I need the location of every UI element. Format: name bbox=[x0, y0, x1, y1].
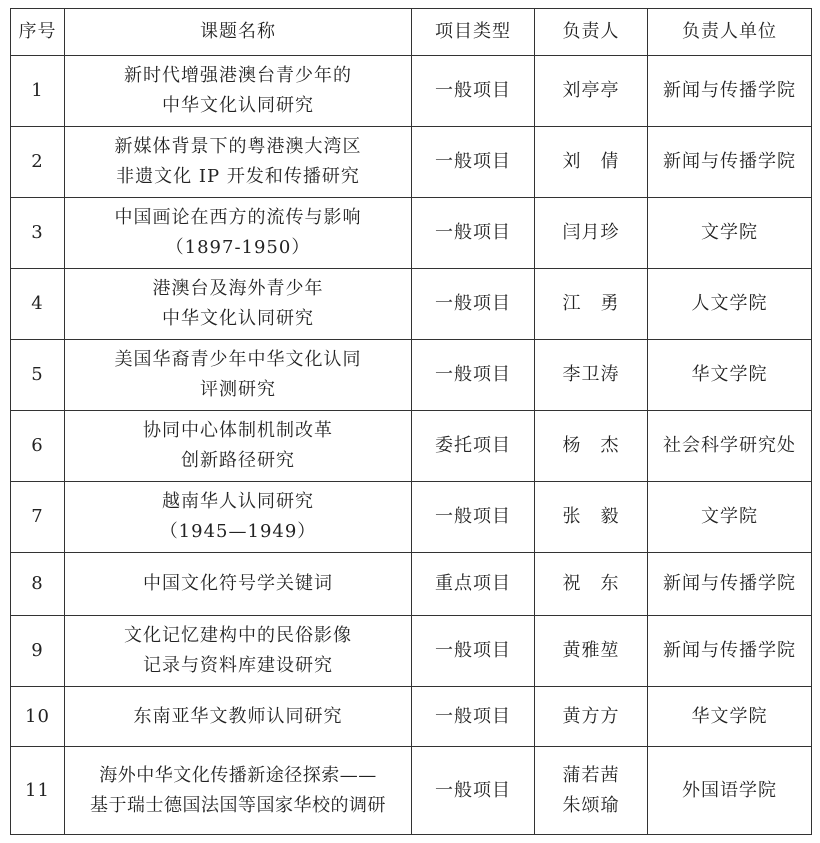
header-unit: 负责人单位 bbox=[648, 9, 812, 56]
title-line: 基于瑞士德国法国等国家华校的调研 bbox=[90, 794, 386, 816]
head-name: 江 勇 bbox=[562, 293, 620, 314]
title-line: 评测研究 bbox=[200, 379, 276, 400]
row-type: 一般项目 bbox=[412, 269, 535, 340]
head-name: 闫月珍 bbox=[562, 222, 620, 243]
table-row bbox=[11, 747, 812, 835]
row-index: 8 bbox=[11, 553, 65, 616]
title-line: 新媒体背景下的粤港澳大湾区 bbox=[114, 136, 362, 157]
table-row bbox=[11, 482, 812, 553]
table-row bbox=[11, 340, 812, 411]
head-name: 刘亭亭 bbox=[562, 80, 620, 101]
row-title bbox=[65, 687, 412, 747]
row-index: 6 bbox=[11, 411, 65, 482]
row-unit: 文学院 bbox=[648, 198, 812, 269]
title-line: 记录与资料库建设研究 bbox=[143, 655, 333, 676]
header-head: 负责人 bbox=[535, 9, 648, 56]
row-index: 11 bbox=[11, 747, 65, 835]
row-title bbox=[65, 411, 412, 482]
row-head bbox=[535, 411, 648, 482]
row-unit: 华文学院 bbox=[648, 687, 812, 747]
row-type: 一般项目 bbox=[412, 127, 535, 198]
row-unit: 外国语学院 bbox=[648, 747, 812, 835]
title-line: 中国文化符号学关键词 bbox=[143, 573, 333, 594]
row-unit: 人文学院 bbox=[648, 269, 812, 340]
title-line: 东南亚华文教师认同研究 bbox=[133, 705, 343, 727]
row-head bbox=[535, 127, 648, 198]
head-name: 祝 东 bbox=[562, 573, 620, 594]
header-index: 序号 bbox=[11, 9, 65, 56]
row-title bbox=[65, 56, 412, 127]
row-type: 委托项目 bbox=[412, 411, 535, 482]
row-head bbox=[535, 482, 648, 553]
title-line: 文化记忆建构中的民俗影像 bbox=[124, 625, 352, 646]
header-type: 项目类型 bbox=[412, 9, 535, 56]
row-title bbox=[65, 482, 412, 553]
head-name: 蒲若茜 bbox=[562, 764, 620, 786]
table-row bbox=[11, 127, 812, 198]
row-title bbox=[65, 127, 412, 198]
row-index: 5 bbox=[11, 340, 65, 411]
table-row bbox=[11, 198, 812, 269]
row-type: 一般项目 bbox=[412, 747, 535, 835]
title-line: （1945—1949） bbox=[159, 521, 317, 542]
table-row bbox=[11, 269, 812, 340]
row-title bbox=[65, 198, 412, 269]
row-title bbox=[65, 553, 412, 616]
head-name: 杨 杰 bbox=[562, 435, 620, 456]
head-name: 张 毅 bbox=[562, 506, 620, 527]
title-line: 美国华裔青少年中华文化认同 bbox=[114, 349, 362, 370]
row-title bbox=[65, 269, 412, 340]
title-line: 海外中华文化传播新途径探索—— bbox=[99, 764, 377, 786]
table-row bbox=[11, 687, 812, 747]
title-line: 中华文化认同研究 bbox=[162, 308, 314, 329]
title-line: 越南华人认同研究 bbox=[162, 491, 314, 512]
head-name: 刘 倩 bbox=[562, 151, 620, 172]
row-unit: 新闻与传播学院 bbox=[648, 553, 812, 616]
title-line: 非遗文化 IP 开发和传播研究 bbox=[116, 166, 360, 187]
row-head bbox=[535, 553, 648, 616]
head-name: 朱颂瑜 bbox=[562, 794, 620, 816]
row-unit: 新闻与传播学院 bbox=[648, 616, 812, 687]
title-line: 港澳台及海外青少年 bbox=[152, 278, 324, 299]
row-unit: 新闻与传播学院 bbox=[648, 56, 812, 127]
title-line: 中华文化认同研究 bbox=[162, 95, 314, 116]
row-head bbox=[535, 747, 648, 835]
row-index: 1 bbox=[11, 56, 65, 127]
row-head bbox=[535, 269, 648, 340]
head-name: 李卫涛 bbox=[562, 364, 620, 385]
head-name: 黄雅堃 bbox=[562, 640, 620, 661]
title-line: （1897-1950） bbox=[165, 237, 311, 258]
row-index: 10 bbox=[11, 687, 65, 747]
row-unit: 华文学院 bbox=[648, 340, 812, 411]
project-table bbox=[10, 8, 812, 835]
table-row bbox=[11, 616, 812, 687]
row-index: 9 bbox=[11, 616, 65, 687]
table-row bbox=[11, 411, 812, 482]
row-type: 一般项目 bbox=[412, 56, 535, 127]
row-type: 一般项目 bbox=[412, 198, 535, 269]
row-unit: 社会科学研究处 bbox=[648, 411, 812, 482]
title-line: 创新路径研究 bbox=[181, 450, 295, 471]
title-line: 中国画论在西方的流传与影响 bbox=[114, 207, 362, 228]
row-title bbox=[65, 747, 412, 835]
row-type: 一般项目 bbox=[412, 616, 535, 687]
head-name: 黄方方 bbox=[562, 705, 620, 727]
row-type: 一般项目 bbox=[412, 340, 535, 411]
title-line: 新时代增强港澳台青少年的 bbox=[124, 65, 352, 86]
row-head bbox=[535, 687, 648, 747]
row-type: 一般项目 bbox=[412, 687, 535, 747]
row-head bbox=[535, 56, 648, 127]
row-head bbox=[535, 340, 648, 411]
title-line: 协同中心体制机制改革 bbox=[143, 420, 333, 441]
table-row bbox=[11, 56, 812, 127]
table-header-row bbox=[11, 9, 812, 56]
row-unit: 文学院 bbox=[648, 482, 812, 553]
row-unit: 新闻与传播学院 bbox=[648, 127, 812, 198]
table-row bbox=[11, 553, 812, 616]
row-title bbox=[65, 616, 412, 687]
row-head bbox=[535, 198, 648, 269]
header-title: 课题名称 bbox=[65, 9, 412, 56]
row-index: 7 bbox=[11, 482, 65, 553]
row-head bbox=[535, 616, 648, 687]
row-index: 3 bbox=[11, 198, 65, 269]
row-type: 重点项目 bbox=[412, 553, 535, 616]
row-type: 一般项目 bbox=[412, 482, 535, 553]
row-index: 2 bbox=[11, 127, 65, 198]
row-title bbox=[65, 340, 412, 411]
row-index: 4 bbox=[11, 269, 65, 340]
